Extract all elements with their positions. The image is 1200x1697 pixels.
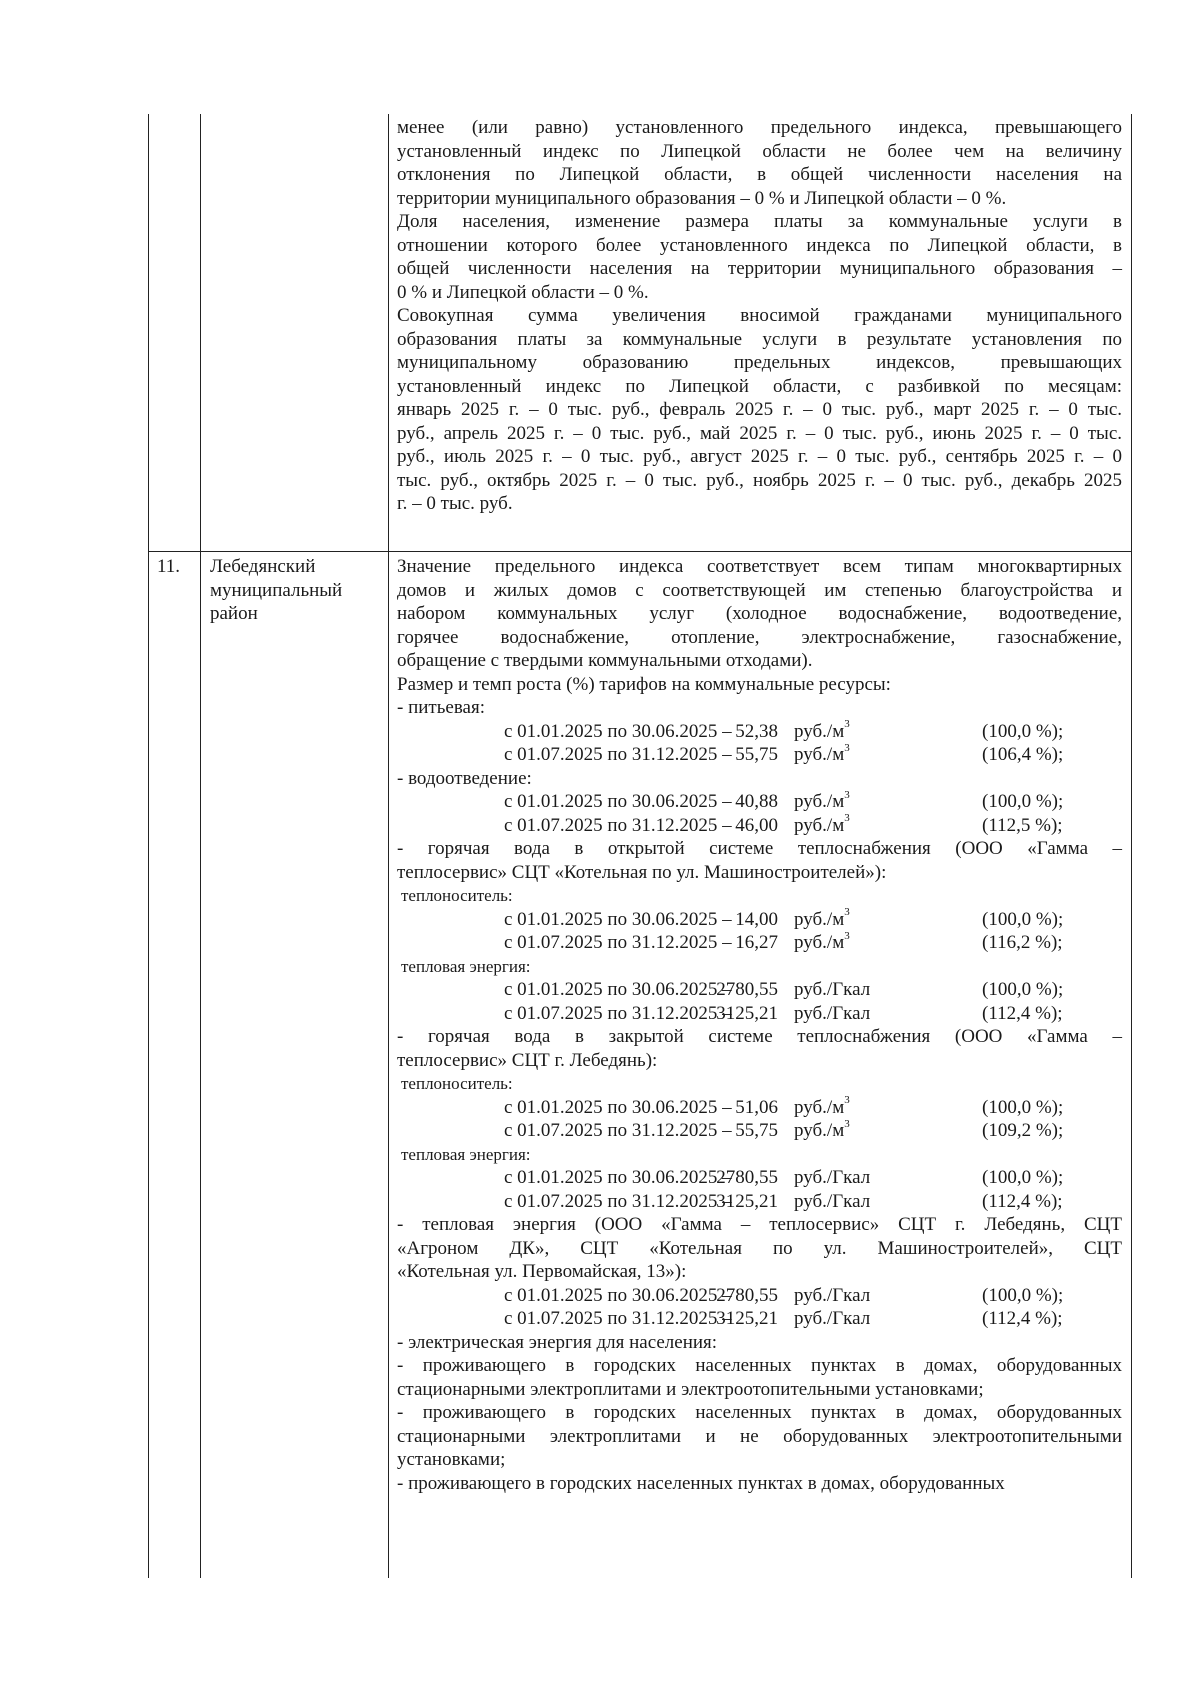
tariff-unit: $руб./м^3$ (794, 1094, 850, 1118)
municipality-name-line: Лебедянский (210, 556, 316, 577)
tariff-block-heading: теплосервис» СЦТ г. Лебедянь): (397, 1049, 658, 1071)
tariff-block-heading: теплосервис» СЦТ «Котельная по ул. Машиностроителей»): (397, 861, 887, 883)
tariff-rate-line (397, 1002, 1122, 1026)
tariff-block-heading: «Котельная ул. Первомайская, 13»): (397, 1261, 687, 1282)
body-text-line: руб., июль 2025 г. – 0 тыс. руб., август 2025 г. – 0 тыс. руб., сентябрь 2025 г. – 0 (397, 446, 1122, 467)
tariff-block-heading: - горячая вода в закрытой системе теплоснабжения (ООО «Гамма – (397, 1026, 1122, 1047)
tariff-rate-line (397, 908, 1122, 932)
row10-content (397, 116, 1122, 516)
body-text-line: менее (или равно) установленного предельного индекса, превышающего (397, 117, 1122, 138)
tariff-period: с 01.01.2025 по 30.06.2025 – (504, 1167, 732, 1188)
body-text-line: установленный индекс по Липецкой области не более чем на величину (397, 140, 1122, 162)
unit-superscript: 3 (844, 718, 850, 731)
tariff-value: 46,00 (735, 814, 778, 836)
body-text-line: домов и жилых домов с соответствующей им степенью благоустройства и (397, 579, 1122, 601)
body-text-line: территории муниципального образования – 0 % и Липецкой области – 0 %. (397, 187, 1007, 209)
tariff-unit: руб./Гкал (794, 1190, 871, 1212)
body-text-line: руб., апрель 2025 г. – 0 тыс. руб., май 2025 г. – 0 тыс. руб., июнь 2025 г. – 0 тыс. (397, 422, 1122, 444)
body-text-line: обращение с твердыми коммунальными отходами). (397, 650, 813, 671)
tariff-unit: $руб./м^3$ (794, 741, 850, 765)
tariff-growth-percent: (112,4 %); (982, 1002, 1063, 1024)
tariff-period: с 01.01.2025 по 30.06.2025 – (504, 979, 732, 1000)
row-divider (148, 551, 1132, 552)
tariff-period: с 01.07.2025 по 31.12.2025 – (504, 744, 732, 765)
row11-content (397, 555, 1122, 1495)
tariff-growth-percent: (112,4 %); (982, 1190, 1063, 1212)
unit-superscript: 3 (844, 741, 850, 754)
electric-energy-line: - проживающего в городских населенных пунктах в домах, оборудованных (397, 1402, 1122, 1423)
tariff-growth-percent: (100,0 %); (982, 791, 1064, 812)
municipality-name-line: муниципальный (210, 579, 343, 601)
body-text-line: Совокупная сумма увеличения вносимой гражданами муниципального (397, 305, 1122, 326)
tariff-rate-line (397, 978, 1122, 1002)
body-text-line: набором коммунальных услуг (холодное водоснабжение, водоотведение, (397, 603, 1122, 624)
tariff-period: с 01.07.2025 по 31.12.2025 – (504, 814, 732, 836)
tariff-growth-percent: (100,0 %); (982, 979, 1064, 1000)
row11-number (157, 555, 180, 579)
tariff-value: 14,00 (735, 908, 778, 930)
tariff-rate-line (397, 1190, 1122, 1214)
tariff-growth-percent: (100,0 %); (982, 720, 1064, 742)
tariff-block-heading: - водоотведение: (397, 767, 532, 789)
electric-energy-line: установками; (397, 1449, 506, 1470)
tariff-value: 16,27 (735, 932, 778, 953)
body-text-line: муниципальному образованию предельных индексов, превышающих (397, 352, 1122, 373)
tariff-unit: руб./Гкал (794, 1284, 871, 1306)
unit-superscript: 3 (844, 1094, 850, 1107)
tariff-rate-line (397, 1166, 1122, 1190)
tariff-value: 2780,55 (716, 1167, 778, 1188)
body-text-line: 0 % и Липецкой области – 0 %. (397, 281, 649, 303)
tariff-rate-line (397, 743, 1122, 767)
electric-energy-line: - проживающего в городских населенных пунктах в домах, оборудованных (397, 1472, 1005, 1494)
body-text-line: установленный индекс по Липецкой области, с разбивкой по месяцам: (397, 375, 1122, 397)
tariff-period: с 01.07.2025 по 31.12.2025 – (504, 932, 732, 953)
row11-municipality-name (210, 555, 385, 626)
tariff-unit: руб./Гкал (794, 1002, 871, 1024)
body-text-line: г. – 0 тыс. руб. (397, 493, 513, 514)
unit-superscript: 3 (844, 812, 850, 825)
tariff-period: с 01.07.2025 по 31.12.2025 – (504, 1120, 732, 1141)
tariff-period: с 01.01.2025 по 30.06.2025 – (504, 791, 732, 812)
tariff-block-heading: теплоноситель: (401, 1074, 513, 1093)
tariff-rate-line (397, 790, 1122, 814)
tariff-section-heading: Размер и темп роста (%) тарифов на коммунальные ресурсы: (397, 673, 891, 695)
tariff-period: с 01.01.2025 по 30.06.2025 – (504, 1284, 732, 1306)
tariff-block-heading: - тепловая энергия (ООО «Гамма – теплосервис» СЦТ г. Лебедянь, СЦТ (397, 1214, 1122, 1235)
tariff-growth-percent: (116,2 %); (982, 932, 1063, 953)
electric-energy-line: - проживающего в городских населенных пунктах в домах, оборудованных (397, 1355, 1122, 1376)
tariff-value: 3125,21 (716, 1002, 778, 1024)
tariff-period: с 01.01.2025 по 30.06.2025 – (504, 1096, 732, 1118)
unit-superscript: 3 (844, 929, 850, 942)
body-text-line: Доля населения, изменение размера платы за коммунальные услуги в (397, 211, 1122, 232)
tariff-growth-percent: (112,5 %); (982, 814, 1063, 836)
tariff-rate-line (397, 931, 1122, 955)
body-text-line: отношении которого более установленного индекса по Липецкой области, в (397, 234, 1122, 256)
tariff-period: с 01.07.2025 по 31.12.2025 – (504, 1308, 732, 1329)
tariff-value: 2780,55 (716, 979, 778, 1000)
body-text-line: январь 2025 г. – 0 тыс. руб., февраль 2025 г. – 0 тыс. руб., март 2025 г. – 0 тыс. (397, 399, 1122, 420)
electric-energy-line: - электрическая энергия для населения: (397, 1331, 718, 1353)
tariff-growth-percent: (100,0 %); (982, 1167, 1064, 1188)
unit-superscript: 3 (844, 906, 850, 919)
tariff-rate-line (397, 1284, 1122, 1308)
body-text-line: тыс. руб., октябрь 2025 г. – 0 тыс. руб., ноябрь 2025 г. – 0 тыс. руб., декабрь 2025 (397, 469, 1122, 491)
tariff-rate-line (397, 1307, 1122, 1331)
tariff-growth-percent: (100,0 %); (982, 1284, 1064, 1306)
column-divider-2 (388, 114, 389, 1578)
tariff-value: 3125,21 (716, 1308, 778, 1329)
tariff-period: с 01.01.2025 по 30.06.2025 – (504, 908, 732, 930)
electric-energy-line: стационарными электроплитами и не оборудованных электроотопительными (397, 1425, 1122, 1447)
tariff-block-heading: - питьевая: (397, 697, 485, 718)
tariff-unit: $руб./м^3$ (794, 929, 850, 953)
tariff-block-heading: теплоноситель: (401, 886, 513, 905)
table-border-left (148, 114, 149, 1578)
tariff-value: 55,75 (735, 744, 778, 765)
tariff-block-heading: тепловая энергия: (401, 1144, 531, 1164)
tariff-period: с 01.07.2025 по 31.12.2025 – (504, 1190, 732, 1212)
tariff-rate-line (397, 814, 1122, 838)
tariff-unit: $руб./м^3$ (794, 788, 850, 812)
tariff-unit: руб./Гкал (794, 979, 871, 1000)
tariff-growth-percent: (100,0 %); (982, 908, 1064, 930)
body-text-line: отклонения по Липецкой области, в общей численности населения на (397, 164, 1122, 185)
tariff-growth-percent: (106,4 %); (982, 744, 1064, 765)
tariff-block-heading: «Агроном ДК», СЦТ «Котельная по ул. Машиностроителей», СЦТ (397, 1237, 1122, 1259)
tariff-growth-percent: (112,4 %); (982, 1308, 1063, 1329)
body-text-line: Значение предельного индекса соответствует всем типам многоквартирных (397, 556, 1122, 577)
row-number: 11. (157, 556, 181, 577)
tariff-period: с 01.07.2025 по 31.12.2025 – (504, 1002, 732, 1024)
tariff-value: 55,75 (735, 1120, 778, 1141)
tariff-value: 2780,55 (716, 1284, 778, 1306)
tariff-unit: $руб./м^3$ (794, 1117, 850, 1141)
body-text-line: образования платы за коммунальные услуги в результате установления по (397, 328, 1122, 350)
tariff-block-heading: - горячая вода в открытой системе теплоснабжения (ООО «Гамма – (397, 838, 1122, 859)
column-divider-1 (200, 114, 201, 1578)
tariff-unit: руб./Гкал (794, 1167, 871, 1188)
body-text-line: горячее водоснабжение, отопление, электроснабжение, газоснабжение, (397, 626, 1122, 648)
electric-energy-line: стационарными электроплитами и электроотопительными установками; (397, 1378, 984, 1400)
tariff-unit: $руб./м^3$ (794, 812, 850, 836)
tariff-unit: $руб./м^3$ (794, 718, 850, 742)
tariff-block-heading: тепловая энергия: (401, 956, 531, 976)
tariff-value: 40,88 (735, 791, 778, 812)
unit-superscript: 3 (844, 1117, 850, 1130)
unit-superscript: 3 (844, 788, 850, 801)
tariff-value: 52,38 (735, 720, 778, 742)
tariff-value: 51,06 (735, 1096, 778, 1118)
municipality-name-line: район (210, 603, 258, 624)
tariff-growth-percent: (109,2 %); (982, 1120, 1064, 1141)
table-border-right (1131, 114, 1132, 1578)
tariff-period: с 01.01.2025 по 30.06.2025 – (504, 720, 732, 742)
tariff-unit: руб./Гкал (794, 1308, 871, 1329)
tariff-growth-percent: (100,0 %); (982, 1096, 1064, 1118)
tariff-rate-line (397, 720, 1122, 744)
tariff-unit: $руб./м^3$ (794, 906, 850, 930)
tariff-rate-line (397, 1096, 1122, 1120)
body-text-line: общей численности населения на территории муниципального образования – (397, 258, 1122, 279)
tariff-value: 3125,21 (716, 1190, 778, 1212)
tariff-rate-line (397, 1119, 1122, 1143)
